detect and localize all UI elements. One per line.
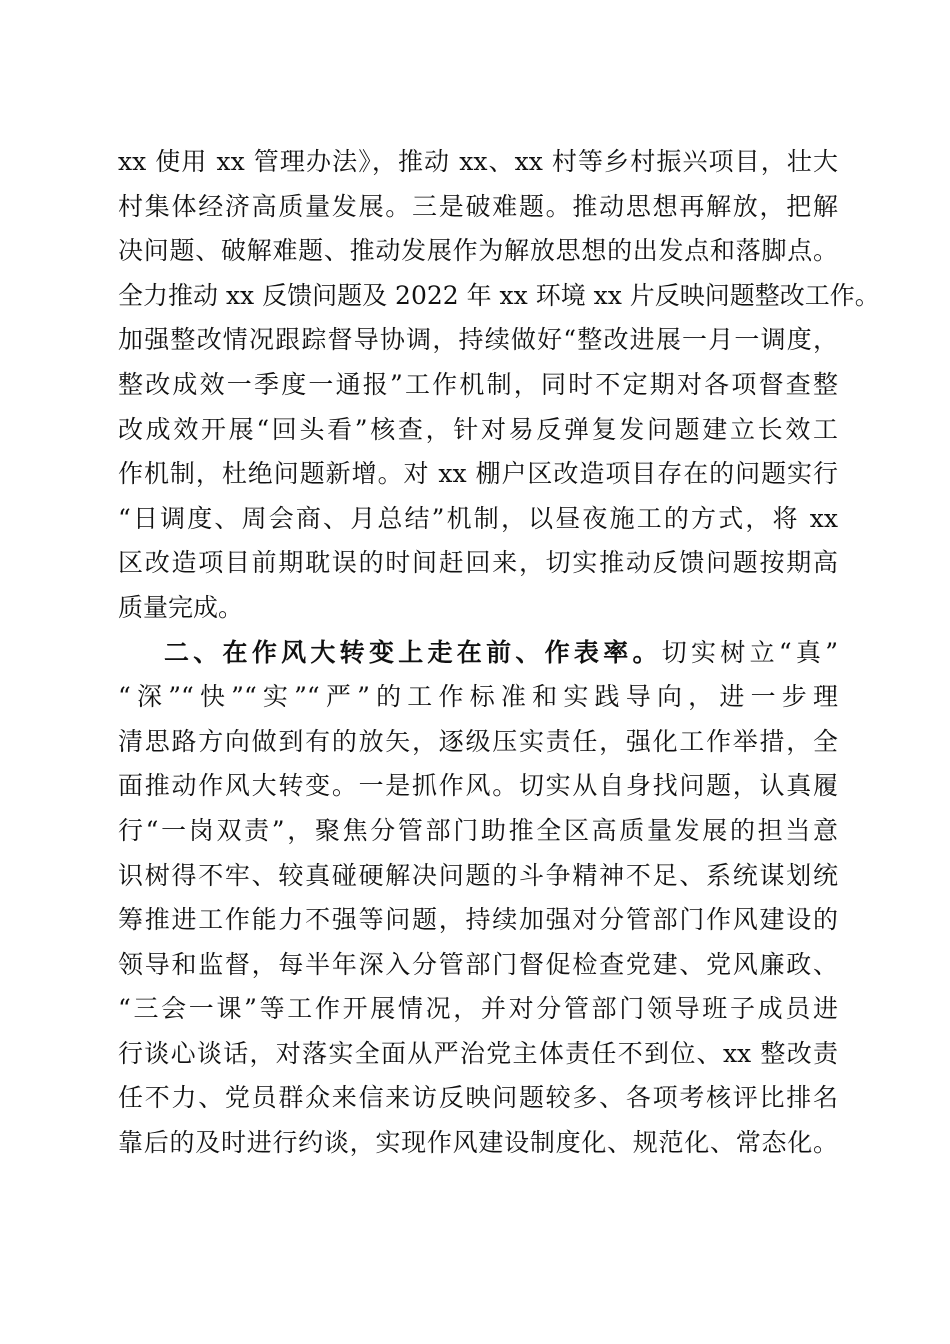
text-line: 改成效开展“回头看”核查，针对易反弹复发问题建立长效工 — [118, 414, 838, 444]
text-line: 靠后的及时进行约谈，实现作风建设制度化、规范化、常态化。 — [118, 1128, 838, 1158]
text-line: “三会一课”等工作开展情况，并对分管部门领导班子成员进 — [118, 994, 838, 1024]
text-line: “日调度、周会商、月总结”机制，以昼夜施工的方式，将 xx — [118, 503, 838, 533]
text-line: 清思路方向做到有的放矢，逐级压实责任，强化工作举措，全 — [118, 726, 838, 756]
text-fragment: 切实树立“真” — [661, 637, 838, 667]
text-line: 村集体经济高质量发展。三是破难题。推动思想再解放，把解 — [118, 191, 838, 221]
text-line: 作机制，杜绝问题新增。对 xx 棚户区改造项目存在的问题实行 — [118, 459, 838, 489]
text-line: 筹推进工作能力不强等问题，持续加强对分管部门作风建设的 — [118, 905, 838, 935]
text-line: 加强整改情况跟踪督导协调，持续做好“整改进展一月一调度， — [118, 325, 838, 355]
text-line: 领导和监督，每半年深入分管部门督促检查党建、党风廉政、 — [118, 949, 838, 979]
text-line: 决问题、破解难题、推动发展作为解放思想的出发点和落脚点。 — [118, 236, 838, 266]
text-line: 全力推动 xx 反馈问题及 2022 年 xx 环境 xx 片反映问题整改工作。 — [118, 280, 880, 310]
text-line: 整改成效一季度一通报”工作机制，同时不定期对各项督查整 — [118, 369, 838, 399]
text-line: 行谈心谈话，对落实全面从严治党主体责任不到位、xx 整改责 — [118, 1038, 838, 1068]
text-line: 质量完成。 — [118, 592, 244, 622]
text-line: 面推动作风大转变。一是抓作风。切实从自身找问题，认真履 — [118, 771, 838, 801]
text-line: xx 使用 xx 管理办法》，推动 xx、xx 村等乡村振兴项目，壮大 — [118, 147, 838, 176]
text-line: 任不力、党员群众来信来访反映问题较多、各项考核评比排名 — [118, 1083, 838, 1113]
paragraph-2-first-line — [118, 631, 838, 676]
section-heading: 二、在作风大转变上走在前、作表率。 — [164, 637, 662, 667]
text-line: 行“一岗双责”，聚焦分管部门助推全区高质量发展的担当意 — [118, 815, 838, 845]
text-line: 区改造项目前期耽误的时间赶回来，切实推动反馈问题按期高 — [118, 548, 838, 578]
document-body — [118, 140, 880, 1166]
paragraph-1 — [118, 140, 880, 631]
text-line: “深”“快”“实”“严”的工作标准和实践导向，进一步理 — [118, 682, 838, 712]
text-line: 识树得不牢、较真碰硬解决问题的斗争精神不足、系统谋划统 — [118, 860, 838, 890]
paragraph-2 — [118, 631, 838, 1166]
